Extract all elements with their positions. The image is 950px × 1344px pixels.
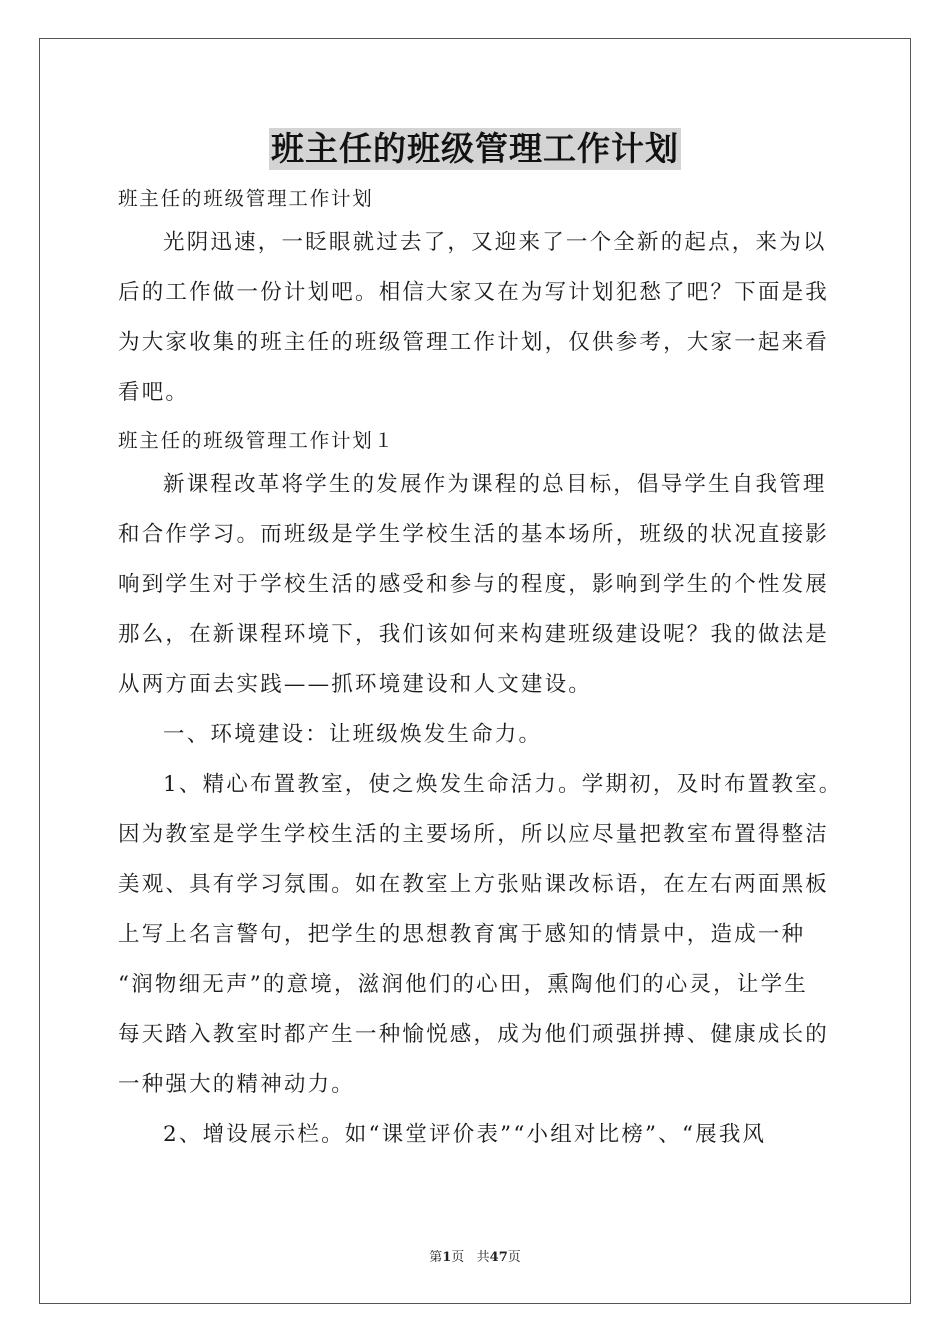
total-page-count: 47: [489, 1250, 508, 1265]
document-subtitle: 班主任的班级管理工作计划: [118, 187, 374, 210]
footer-prefix: 第: [429, 1250, 443, 1265]
point-heading: 一、环境建设：让班级焕发生命力。: [163, 722, 543, 747]
paragraph-line: 那么，在新课程环境下，我们该如何来构建班级建设呢？我的做法是: [118, 622, 830, 647]
paragraph-line: 2、增设展示栏。如“课堂评价表”“小组对比榜”、“展我风: [163, 1122, 767, 1147]
paragraph-line: “润物细无声”的意境，滋润他们的心田，熏陶他们的心灵，让学生: [118, 972, 808, 997]
page-footer: [0, 1246, 950, 1265]
paragraph-line: 后的工作做一份计划吧。相信大家又在为写计划犯愁了吧？下面是我: [118, 280, 830, 305]
section-heading: 班主任的班级管理工作计划１: [118, 429, 395, 452]
paragraph-line: 光阴迅速，一眨眼就过去了，又迎来了一个全新的起点，来为以: [163, 230, 827, 255]
paragraph-line: 为大家收集的班主任的班级管理工作计划，仅供参考，大家一起来看: [118, 330, 830, 355]
paragraph-line: 上写上名言警句，把学生的思想教育寓于感知的情景中，造成一种: [118, 922, 806, 947]
document-title: 班主任的班级管理工作计划: [271, 129, 679, 168]
paragraph-line: 美观、具有学习氛围。如在教室上方张贴课改标语，在左右两面黑板: [118, 872, 830, 897]
paragraph-line: 从两方面去实践——抓环境建设和人文建设。: [118, 672, 593, 697]
paragraph-line: 新课程改革将学生的发展作为课程的总目标，倡导学生自我管理: [163, 472, 827, 497]
paragraph-line: 一种强大的精神动力。: [118, 1072, 356, 1097]
footer-middle: 页 共: [451, 1250, 490, 1265]
paragraph-line: 和合作学习。而班级是学生学校生活的基本场所，班级的状况直接影: [118, 522, 830, 547]
current-page-number: 1: [442, 1250, 452, 1265]
paragraph-1: [118, 460, 838, 710]
paragraph-line: 响到学生对于学校生活的感受和参与的程度，影响到学生的个性发展: [118, 572, 830, 597]
intro-paragraph: [118, 218, 838, 418]
paragraph-2: [118, 760, 843, 1110]
paragraph-3: [118, 1110, 838, 1160]
paragraph-line: 1、精心布置教室，使之焕发生命活力。学期初，及时布置教室。: [163, 772, 843, 797]
document-body: [118, 180, 843, 1160]
title-wrap: [0, 128, 950, 170]
footer-suffix: 页: [507, 1250, 521, 1265]
paragraph-line: 每天踏入教室时都产生一种愉悦感，成为他们顽强拼搏、健康成长的: [118, 1022, 830, 1047]
paragraph-line: 因为教室是学生学校生活的主要场所，所以应尽量把教室布置得整洁: [118, 822, 830, 847]
paragraph-line: 看吧。: [118, 380, 190, 405]
